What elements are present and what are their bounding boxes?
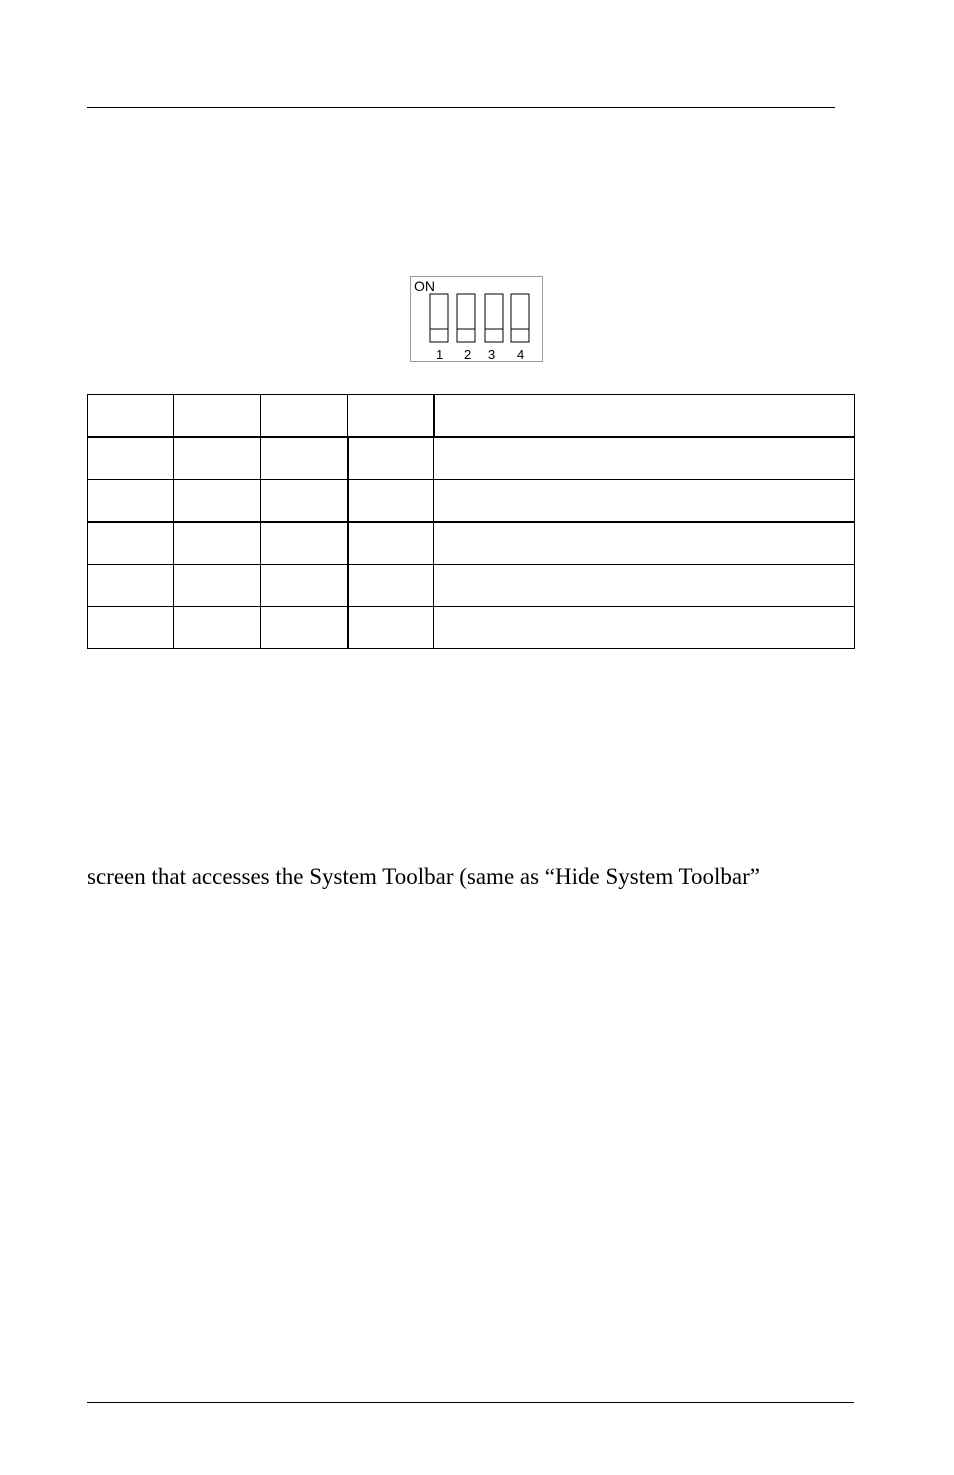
dip-on-label: ON (414, 278, 435, 294)
dip-switch-diagram (410, 276, 543, 362)
table-cell (348, 565, 434, 607)
body-text-line: screen that accesses the System Toolbar (same as “Hide System Toolbar” (87, 864, 760, 889)
table-cell (261, 522, 348, 565)
table-row (88, 480, 855, 523)
table-cell (434, 395, 855, 438)
dip-settings-table (87, 394, 855, 649)
table-cell (88, 437, 174, 480)
table-row (88, 607, 855, 649)
table-cell (261, 437, 348, 480)
header-rule (87, 107, 835, 108)
table-cell (434, 607, 855, 649)
table-cell (348, 607, 434, 649)
table-cell (348, 437, 434, 480)
dip-switch-4 (511, 294, 529, 342)
table-row (88, 437, 855, 480)
dip-switch-2 (457, 294, 475, 342)
table-cell (261, 395, 348, 438)
table-cell (261, 480, 348, 523)
dip-switch-number-2: 2 (464, 347, 472, 362)
footer-rule (87, 1402, 854, 1403)
table-cell (174, 565, 261, 607)
table-cell (88, 565, 174, 607)
dip-switch-number-3: 3 (488, 347, 496, 362)
dip-switch-1 (430, 294, 448, 342)
dip-switch-3 (485, 294, 503, 342)
table-cell (434, 522, 855, 565)
table-cell (174, 395, 261, 438)
table-cell (88, 480, 174, 523)
table-cell (88, 395, 174, 438)
table-cell (174, 437, 261, 480)
table-cell (261, 607, 348, 649)
table-cell (174, 522, 261, 565)
dip-switch-figure (410, 276, 543, 362)
table-row (88, 522, 855, 565)
table-cell (174, 607, 261, 649)
table-cell (88, 607, 174, 649)
table-cell (434, 437, 855, 480)
table-cell (348, 480, 434, 523)
table-cell (174, 480, 261, 523)
table-cell (88, 522, 174, 565)
dip-switch-number-4: 4 (517, 347, 525, 362)
table-row (88, 565, 855, 607)
table-cell (261, 565, 348, 607)
table-row (88, 395, 855, 438)
table-cell (348, 395, 434, 438)
dip-switch-number-1: 1 (436, 347, 444, 362)
table-cell (434, 565, 855, 607)
table-cell (434, 480, 855, 523)
table-cell (348, 522, 434, 565)
